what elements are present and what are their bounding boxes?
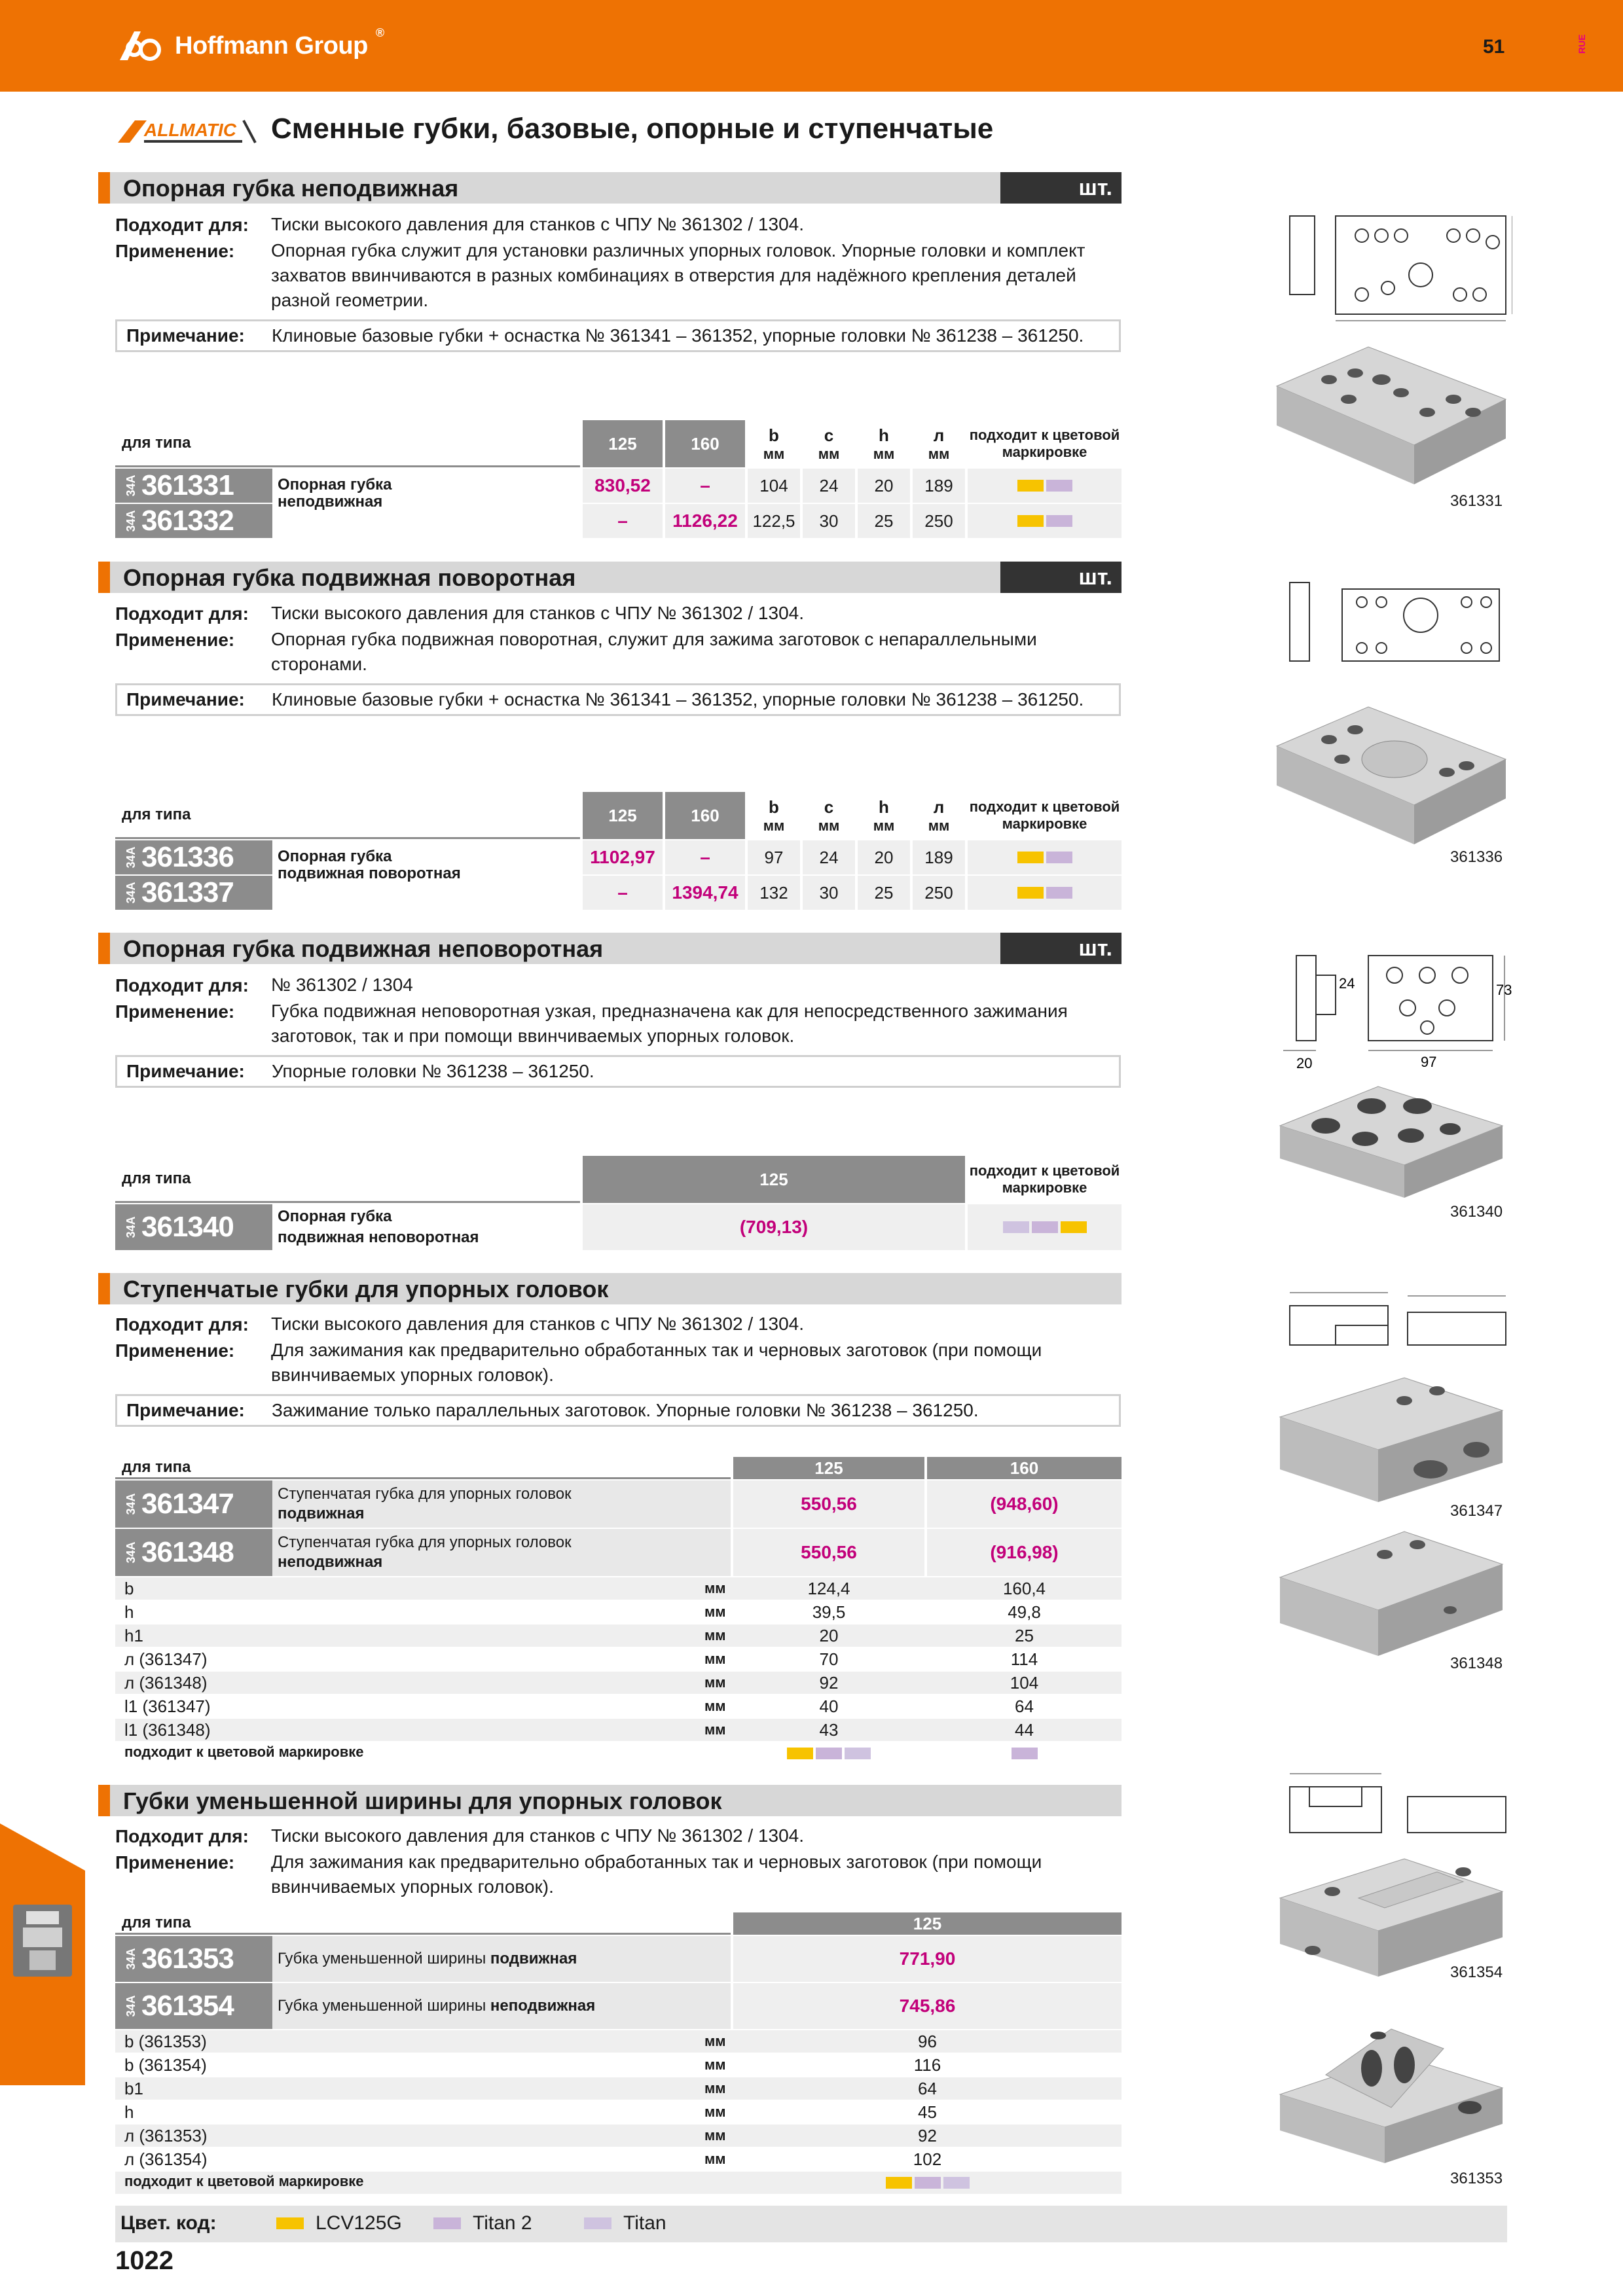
dim-c: 24: [803, 840, 855, 874]
use-label: Применение:: [115, 241, 235, 261]
table-row: [115, 1529, 1122, 1576]
fits-label: Подходит для:: [115, 603, 249, 624]
price-125: 745,86: [733, 1983, 1122, 2029]
param-row: h мм 39,5 49,8: [124, 1602, 1041, 1622]
note-label: Примечание:: [126, 689, 245, 709]
table-row: [115, 840, 1122, 874]
col-header-h: h: [879, 425, 889, 445]
use-text-line: Для зажимания как предварительно обработанных так и черновых заготовок (при помощи: [271, 1852, 1042, 1872]
price-160: 1394,74: [665, 876, 745, 910]
legend-swatch: [276, 2217, 304, 2229]
figure-label: 361353: [1450, 2170, 1503, 2187]
item-description: подвижная: [278, 1505, 365, 1522]
price-160: (948,60): [927, 1480, 1122, 1528]
legend-swatch: [584, 2217, 611, 2229]
use-label: Применение:: [115, 1852, 235, 1873]
use-text-line: заготовок, так и при помощи ввинчиваемых упорных головок.: [271, 1026, 795, 1046]
article-number: 34A 361331: [115, 469, 272, 503]
section-accent: [98, 1273, 110, 1304]
page-number-top: 51: [1483, 36, 1505, 58]
param-row: л (361354) мм 102: [124, 2149, 942, 2169]
unit-badge: шт.: [1000, 933, 1122, 964]
dim-20: 20: [1296, 1055, 1313, 1071]
price-125: –: [583, 504, 663, 538]
col-header-125: 125: [583, 420, 663, 467]
swatch-titan2: [1046, 887, 1072, 899]
dim-97: 97: [1421, 1054, 1437, 1070]
product-image-361348: [1273, 1518, 1509, 1662]
section-header: [98, 1273, 1122, 1304]
allmatic-logo-icon: [115, 117, 259, 148]
dim-b: 122,5: [748, 504, 800, 538]
item-description: Губка уменьшенной ширины неподвижная: [278, 1997, 596, 2015]
color-code: [968, 469, 1122, 503]
dim-h: 25: [858, 876, 910, 910]
article-number: 34A 361336: [115, 840, 272, 874]
param-row: b мм 124,4 160,4: [115, 1577, 1122, 1600]
table-row: [115, 493, 1122, 538]
price-125: 771,90: [733, 1936, 1122, 1982]
article-number: 34A 361353: [115, 1936, 272, 1982]
swatch-titan2: [1012, 1748, 1038, 1759]
dim-c: 30: [803, 504, 855, 538]
item-description: Губка уменьшенной ширины подвижная: [278, 1950, 577, 1967]
table-header-row: [115, 420, 1122, 467]
technical-drawing-361353: [1270, 1761, 1512, 1846]
swatch-titan: [943, 2177, 970, 2189]
param-row: b (361353) мм 96: [115, 2030, 1122, 2053]
note-text: Клиновые базовые губки + оснастка № 361341 – 361352, упорные головки № 361238 – 361250.: [272, 325, 1084, 346]
param-row: л (361348) мм 92 104: [115, 1672, 1122, 1694]
price-table: [115, 792, 1122, 910]
use-label: Применение:: [115, 630, 235, 650]
article-number: 34A 361332: [115, 504, 272, 538]
swatch-lcv125g: [1017, 887, 1044, 899]
fits-text: № 361302 / 1304: [271, 975, 413, 995]
param-row: л (361347) мм 70 114: [124, 1649, 1038, 1669]
section-header: [98, 172, 1122, 204]
note-label: Примечание:: [126, 325, 245, 346]
for-type-label: для типа: [122, 1169, 191, 1187]
for-type-label: для типа: [122, 805, 191, 823]
price-125: 550,56: [733, 1480, 924, 1528]
swatch-lcv125g: [1017, 852, 1044, 863]
price-table: [115, 1156, 1122, 1250]
price-table: [115, 1457, 1122, 1765]
col-header-125: 125: [733, 1457, 924, 1479]
param-row: l1 (361347) мм 40 64: [124, 1696, 1034, 1716]
technical-drawing-361347: [1270, 1280, 1512, 1365]
dim-c: 30: [803, 876, 855, 910]
article-number: 34A 361354: [115, 1983, 272, 2029]
section-title: Ступенчатые губки для упорных головок: [123, 1276, 609, 1302]
language-tag: RUE: [1577, 34, 1587, 54]
item-description: Опорная губка: [278, 476, 392, 493]
figure-label: 361340: [1450, 1203, 1503, 1221]
col-header-color: подходит к цветовой: [969, 1162, 1120, 1179]
price-125: (709,13): [583, 1204, 965, 1250]
unit-mm: мм: [763, 817, 785, 834]
note-box: [115, 1055, 1121, 1088]
col-header-color-2: маркировке: [1002, 1179, 1087, 1196]
figure-label: 361347: [1450, 1502, 1503, 1520]
table-row: [115, 1480, 1122, 1528]
use-text-line: ввинчиваемых упорных головок).: [271, 1365, 554, 1385]
color-code: [968, 1204, 1122, 1250]
price-125: 830,52: [583, 469, 663, 503]
hoffmann-logo: [115, 26, 384, 65]
dim-24: 24: [1339, 975, 1355, 992]
note-box: [115, 1394, 1121, 1427]
color-legend: [115, 2206, 1507, 2242]
note-label: Примечание:: [126, 1400, 245, 1420]
note-text: Зажимание только параллельных заготовок. Упорные головки № 361238 – 361250.: [272, 1400, 979, 1420]
table-header-row: [115, 1457, 1122, 1479]
section-title: Опорная губка неподвижная: [123, 175, 459, 202]
table-row: [115, 469, 1122, 503]
note-text: Клиновые базовые губки + оснастка № 361341 – 361352, упорные головки № 361238 – 361250.: [272, 689, 1084, 709]
swatch-titan2: [1046, 515, 1072, 527]
item-description: неподвижная: [278, 1553, 383, 1571]
unit-mm: мм: [928, 817, 950, 834]
item-description: подвижная неповоротная: [278, 1229, 479, 1246]
dim-h: 25: [858, 504, 910, 538]
param-row: h мм 45: [124, 2102, 937, 2122]
table-row: [115, 1983, 1122, 2029]
dim-c: 24: [803, 469, 855, 503]
col-header-l: л: [933, 425, 945, 445]
section-title: Опорная губка подвижная неповоротная: [123, 935, 604, 962]
section-title: Губки уменьшенной ширины для упорных головок: [123, 1787, 722, 1814]
price-table: [115, 420, 1122, 538]
unit-badge: шт.: [1000, 562, 1122, 593]
allmatic-logo: [115, 113, 259, 152]
product-image-361336: [1270, 700, 1512, 851]
figure-label: 361348: [1450, 1655, 1503, 1672]
dim-b: 132: [748, 876, 800, 910]
color-code: [968, 840, 1122, 874]
figure-label: 361331: [1450, 492, 1503, 510]
param-row: h1 мм 20 25: [115, 1624, 1122, 1647]
color-code: [733, 2172, 1122, 2194]
for-type-label: для типа: [122, 433, 191, 452]
color-code: [927, 1742, 1122, 1765]
col-header-125: 125: [583, 792, 663, 839]
for-type-label: для типа: [122, 1913, 191, 1931]
col-header-c: c: [824, 425, 834, 445]
page-number: 1022: [115, 2246, 173, 2275]
section-accent: [98, 1785, 110, 1816]
swatch-titan2: [915, 2177, 941, 2189]
table-header-row: [115, 1912, 1122, 1935]
swatch-lcv125g: [1017, 480, 1044, 492]
param-row: подходит к цветовой маркировке: [115, 1742, 1122, 1765]
use-text-line: захватов ввинчиваются в разных комбинациях в отверстия для надёжного крепления деталей: [271, 265, 1076, 285]
legend-item: Titan: [584, 2212, 666, 2234]
item-description: неподвижная: [278, 493, 383, 511]
section-accent: [98, 933, 110, 964]
item-description: Опорная губка: [278, 1208, 392, 1225]
unit-badge: шт.: [1000, 172, 1122, 204]
color-code: [968, 876, 1122, 910]
col-header-125: 125: [733, 1912, 1122, 1935]
note-label: Примечание:: [126, 1061, 245, 1081]
use-text-line: ввинчиваемых упорных головок).: [271, 1876, 554, 1897]
col-header-color: подходит к цветовой: [969, 798, 1120, 815]
legend-item: Titan 2: [433, 2212, 532, 2234]
fits-text: Тиски высокого давления для станков с ЧПУ № 361302 / 1304.: [271, 1314, 804, 1334]
price-160: –: [665, 469, 745, 503]
table-row: [115, 1936, 1122, 1982]
price-125: 1102,97: [583, 840, 663, 874]
note-box: [115, 683, 1121, 716]
note-text: Упорные головки № 361238 – 361250.: [272, 1061, 594, 1081]
col-header-b: b: [769, 797, 779, 817]
param-row: b1 мм 64: [115, 2077, 1122, 2100]
item-description: Ступенчатая губка для упорных головок: [278, 1485, 572, 1503]
col-header-color-2: маркировке: [1002, 444, 1087, 460]
color-code: [733, 1742, 924, 1765]
section-accent: [98, 562, 110, 593]
col-header-color-2: маркировке: [1002, 816, 1087, 832]
price-table: [115, 1912, 1122, 2198]
price-160: 1126,22: [665, 504, 745, 538]
section-header: [98, 562, 1122, 593]
section-header: [98, 1785, 1122, 1816]
dim-h: 20: [858, 469, 910, 503]
item-description: Опорная губка: [278, 848, 392, 865]
swatch-titan: [1003, 1221, 1029, 1233]
price-125: –: [583, 876, 663, 910]
registered-mark: ®: [375, 26, 384, 39]
legend-swatch: [433, 2217, 461, 2229]
swatch-lcv125g: [1061, 1221, 1087, 1233]
price-160: –: [665, 840, 745, 874]
dim-l: 250: [913, 504, 965, 538]
for-type-label: для типа: [122, 1458, 191, 1476]
use-text-line: сторонами.: [271, 654, 367, 674]
col-header-b: b: [769, 425, 779, 445]
swatch-titan2: [1046, 480, 1072, 492]
col-header-160: 160: [665, 792, 745, 839]
col-header-l: л: [933, 797, 945, 817]
color-code: [968, 504, 1122, 538]
unit-mm: мм: [763, 445, 785, 462]
unit-mm: мм: [873, 445, 895, 462]
col-header-125: 125: [583, 1156, 965, 1203]
swatch-titan: [845, 1748, 871, 1759]
use-text-line: разной геометрии.: [271, 290, 429, 310]
section-accent: [98, 172, 110, 204]
figure-label: 361336: [1450, 848, 1503, 866]
fits-label: Подходит для:: [115, 1314, 249, 1335]
price-160: (916,98): [927, 1529, 1122, 1576]
unit-mm: мм: [873, 817, 895, 834]
hoffmann-logo-icon: [115, 26, 167, 65]
use-label: Применение:: [115, 1001, 235, 1022]
swatch-titan2: [816, 1748, 842, 1759]
product-image-361340: [1273, 1080, 1509, 1204]
figure-label: 361354: [1450, 1964, 1503, 1981]
use-text-line: Опорная губка служит для установки различных упорных головок. Упорные головки и комплект: [271, 240, 1085, 260]
technical-drawing-361331: [1264, 196, 1512, 327]
legend-item: LCV125G: [276, 2212, 402, 2234]
col-header-160: 160: [927, 1457, 1122, 1479]
fits-text: Тиски высокого давления для станков с ЧПУ № 361302 / 1304.: [271, 603, 804, 623]
col-header-160: 160: [665, 420, 745, 467]
unit-mm: мм: [928, 445, 950, 462]
dim-73: 73: [1496, 982, 1512, 998]
swatch-lcv125g: [787, 1748, 813, 1759]
fits-label: Подходит для:: [115, 975, 249, 996]
dim-l: 189: [913, 840, 965, 874]
param-row: подходит к цветовой маркировке: [115, 2172, 1122, 2194]
dim-l: 250: [913, 876, 965, 910]
param-row: l1 (361348) мм 43 44: [115, 1719, 1122, 1741]
fits-label: Подходит для:: [115, 215, 249, 235]
price-125: 550,56: [733, 1529, 924, 1576]
use-label: Применение:: [115, 1340, 235, 1361]
page-title: Сменные губки, базовые, опорные и ступенчатые: [271, 113, 994, 145]
product-image-361347: [1273, 1371, 1509, 1509]
legend-label: Цвет. код:: [120, 2212, 217, 2234]
fits-text: Тиски высокого давления для станков с ЧПУ № 361302 / 1304.: [271, 214, 804, 234]
item-description: Ступенчатая губка для упорных головок: [278, 1534, 572, 1551]
use-text-line: Опорная губка подвижная поворотная, служит для зажима заготовок с непараллельными: [271, 629, 1037, 649]
fits-label: Подходит для:: [115, 1826, 249, 1846]
brand-name: ALLMATIC: [144, 120, 236, 140]
table-header-row: [115, 792, 1122, 839]
table-row: [115, 865, 1122, 910]
article-number: 34A 361348: [115, 1529, 272, 1576]
swatch-lcv125g: [886, 2177, 912, 2189]
section-title: Опорная губка подвижная поворотная: [123, 564, 576, 591]
table-header-row: [115, 1156, 1122, 1203]
technical-drawing-361336: [1277, 576, 1512, 674]
dim-l: 189: [913, 469, 965, 503]
swatch-titan2: [1032, 1221, 1058, 1233]
product-image-361353: [1273, 2016, 1509, 2166]
unit-mm: мм: [818, 445, 840, 462]
article-number: 34A 361340: [115, 1204, 272, 1250]
use-text-line: Для зажимания как предварительно обработанных так и черновых заготовок (при помощи: [271, 1340, 1042, 1360]
product-image-361331: [1270, 340, 1512, 491]
company-name: Hoffmann Group: [175, 31, 368, 60]
article-number: 34A 361347: [115, 1480, 272, 1528]
section-header: [98, 933, 1122, 964]
dim-b: 97: [748, 840, 800, 874]
unit-mm: мм: [818, 817, 840, 834]
article-number: 34A 361337: [115, 876, 272, 910]
swatch-titan2: [1046, 852, 1072, 863]
swatch-lcv125g: [1017, 515, 1044, 527]
col-header-h: h: [879, 797, 889, 817]
vise-jaw-icon: [13, 1905, 72, 1977]
param-row: b (361354) мм 116: [124, 2054, 941, 2075]
col-header-c: c: [824, 797, 834, 817]
table-row: [115, 1204, 1122, 1250]
param-row: л (361353) мм 92: [115, 2125, 1122, 2147]
fits-text: Тиски высокого давления для станков с ЧПУ № 361302 / 1304.: [271, 1825, 804, 1846]
dim-h: 20: [858, 840, 910, 874]
note-box: [115, 319, 1121, 352]
dim-b: 104: [748, 469, 800, 503]
use-text-line: Губка подвижная неповоротная узкая, предназначена как для непосредственного зажимания: [271, 1001, 1068, 1021]
item-description: подвижная поворотная: [278, 865, 461, 882]
col-header-color: подходит к цветовой: [969, 427, 1120, 443]
technical-drawing-361340: [1257, 942, 1519, 1073]
